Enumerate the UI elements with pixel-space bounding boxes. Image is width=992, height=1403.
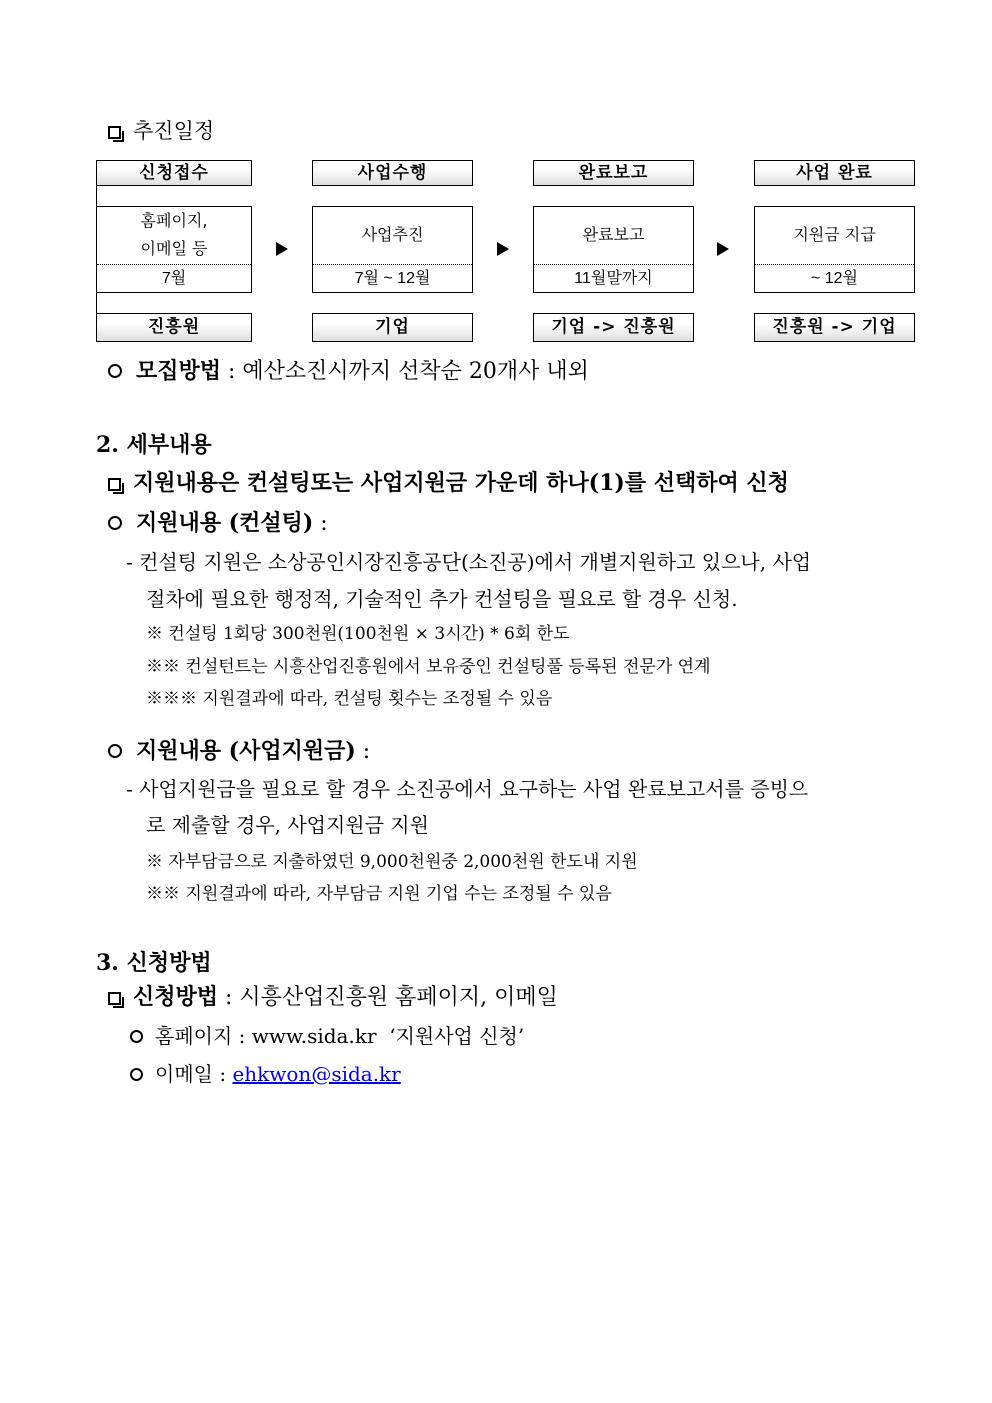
section2-title: 2. 세부내용 [96, 432, 212, 458]
schedule-heading-text: 추진일정 [133, 119, 215, 143]
homepage-url[interactable]: www.sida.kr [251, 1024, 377, 1048]
step-actor-3: 기업 -> 진흥원 [533, 313, 694, 342]
grant-heading-text: 지원내용 (사업지원금) [136, 738, 356, 764]
email-link[interactable]: ehkwon@sida.kr [232, 1062, 401, 1086]
colon: : [362, 739, 371, 764]
email-label: 이메일 [155, 1062, 213, 1086]
recruit-text: : 예산소진시까지 선착순 20개사 내외 [228, 359, 589, 384]
consulting-note-2: ※※ 컨설턴트는 시흥산업진흥원에서 보유중인 컨설팅풀 등록된 전문가 연계 [146, 657, 711, 677]
step-title-4: 사업 완료 [754, 160, 915, 186]
checkbox-square-icon [108, 992, 121, 1005]
grant-note-2: ※※ 지원결과에 따라, 자부담금 지원 기업 수는 조정될 수 있음 [146, 884, 612, 904]
homepage-label: 홈페이지 [155, 1024, 233, 1048]
separator: : [238, 1024, 246, 1048]
step-content-1 [97, 207, 251, 263]
step-actor-4: 진흥원 -> 기업 [754, 313, 915, 342]
arrow-right-icon [717, 242, 729, 256]
apply-method [108, 982, 558, 1013]
homepage-line [130, 1022, 524, 1050]
step-period-1: 7월 [161, 270, 187, 287]
step-title-1: 신청접수 [96, 160, 252, 186]
step-box-3 [533, 206, 694, 293]
schedule-heading [108, 117, 214, 145]
colon: : [320, 511, 328, 536]
connector-line [96, 186, 97, 206]
email-line [130, 1060, 401, 1088]
separator: : [219, 1062, 227, 1086]
step-content-line: 홈페이지, [140, 211, 208, 230]
step-period-2: 7월 ~ 12월 [354, 270, 431, 287]
step-content-line: 이메일 등 [140, 239, 208, 258]
recruit-label: 모집방법 [136, 358, 222, 384]
step-box-4 [754, 206, 915, 293]
apply-method-text: : 시흥산업진흥원 홈페이지, 이메일 [225, 985, 558, 1010]
step-content-3: 완료보고 [582, 225, 645, 244]
apply-method-label: 신청방법 [133, 984, 219, 1010]
step-title-3: 완료보고 [533, 160, 694, 186]
consulting-heading-text: 지원내용 (컨설팅) [136, 510, 314, 536]
arrow-right-icon [276, 242, 288, 256]
circle-bullet-icon [130, 1068, 143, 1081]
grant-desc-line2: 로 제출할 경우, 사업지원금 지원 [146, 813, 429, 837]
homepage-menu: ‘지원사업 신청’ [389, 1024, 525, 1048]
circle-bullet-icon [108, 744, 122, 758]
grant-desc-line1: - 사업지원금을 필요로 할 경우 소진공에서 요구하는 사업 완료보고서를 증빙으 [126, 777, 809, 801]
section2-lead-text: 지원내용은 컨설팅또는 사업지원금 가운데 하나(1)를 선택하여 신청 [133, 470, 789, 496]
step-actor-1: 진흥원 [96, 313, 252, 342]
consulting-note-3: ※※※ 지원결과에 따라, 컨설팅 횟수는 조정될 수 있음 [146, 689, 553, 709]
step-actor-2: 기업 [312, 313, 473, 342]
consulting-desc-line1: - 컨설팅 지원은 소상공인시장진흥공단(소진공)에서 개별지원하고 있으나, 사업 [126, 550, 812, 574]
circle-bullet-icon [108, 364, 122, 378]
consulting-heading [108, 508, 328, 539]
arrow-right-icon [497, 242, 509, 256]
grant-heading [108, 736, 370, 767]
checkbox-square-icon [108, 478, 121, 491]
recruit-method [108, 356, 589, 387]
circle-bullet-icon [108, 516, 122, 530]
step-box-1 [96, 206, 252, 293]
step-box-2 [312, 206, 473, 293]
connector-line [96, 293, 97, 313]
grant-note-1: ※ 자부담금으로 지출하였던 9,000천원중 2,000천원 한도내 지원 [146, 852, 638, 872]
section2-lead [108, 468, 789, 498]
consulting-note-1: ※ 컨설팅 1회당 300천원(100천원 × 3시간) * 6회 한도 [146, 624, 570, 644]
circle-bullet-icon [130, 1030, 143, 1043]
checkbox-square-icon [108, 126, 121, 139]
section3-title: 3. 신청방법 [96, 950, 212, 976]
step-content-2: 사업추진 [361, 225, 424, 244]
step-period-4: ~ 12월 [810, 270, 859, 287]
consulting-desc-line2: 절차에 필요한 행정적, 기술적인 추가 컨설팅을 필요로 할 경우 신청. [146, 587, 738, 611]
step-title-2: 사업수행 [312, 160, 473, 186]
step-content-4: 지원금 지급 [793, 225, 876, 244]
step-period-3: 11월말까지 [574, 270, 653, 287]
